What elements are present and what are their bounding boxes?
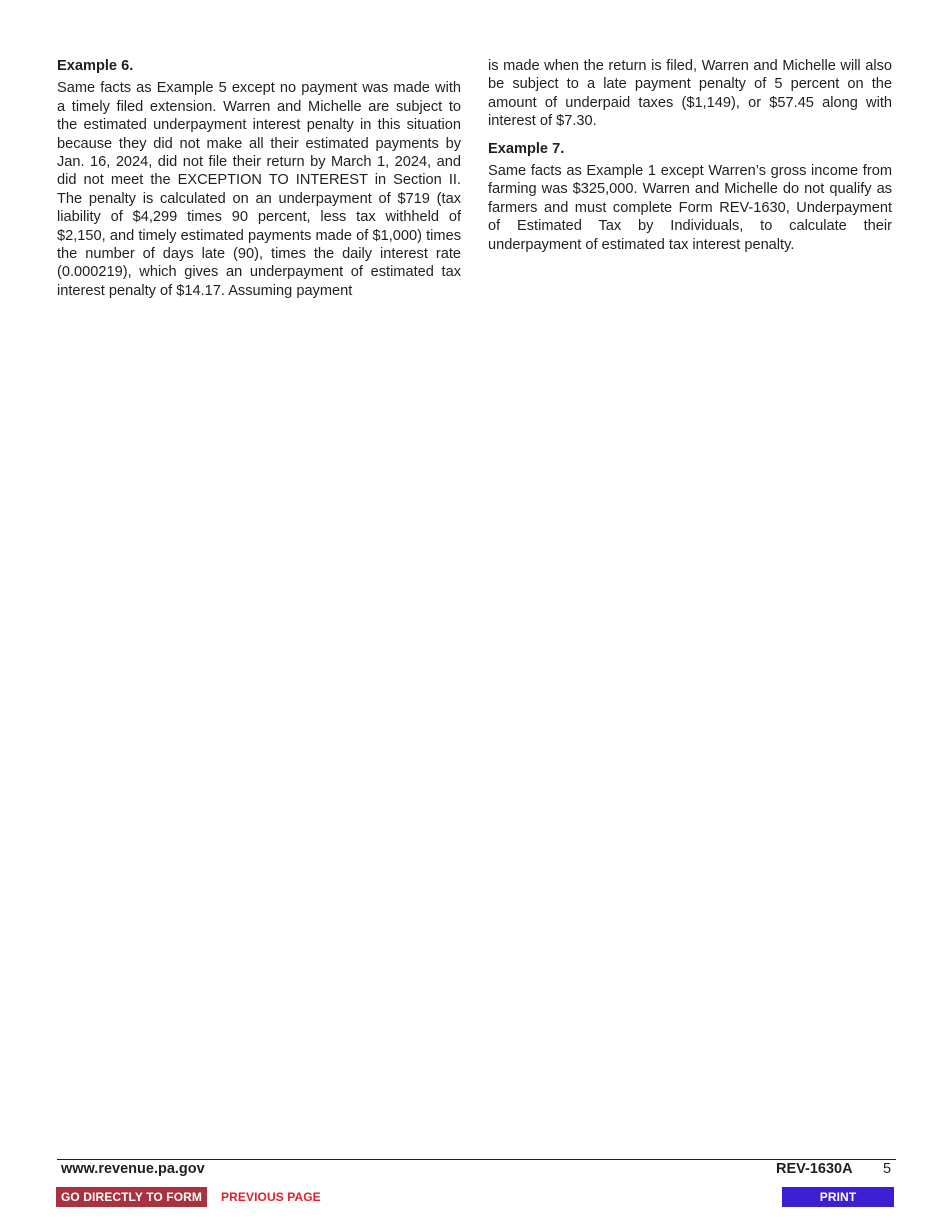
footer-form-number: REV-1630A: [776, 1161, 853, 1177]
footer-website: www.revenue.pa.gov: [61, 1161, 205, 1177]
example-7-heading: Example 7.: [488, 140, 565, 157]
right-column: [488, 57, 892, 260]
footer-page-number: 5: [883, 1161, 892, 1177]
example-6-heading: Example 6.: [57, 58, 134, 74]
previous-page-button[interactable]: PREVIOUS PAGE: [221, 1190, 321, 1204]
print-button[interactable]: PRINT: [782, 1187, 894, 1207]
example-6-continuation: is made when the return is filed, Warren and Michelle will also be subject to a late payment penalty of 5 percent on the amount of underpaid taxes ($1,149), or $57.45 along with interest of $7.30.: [488, 58, 892, 130]
footer-divider: [57, 1159, 896, 1160]
go-directly-to-form-button[interactable]: GO DIRECTLY TO FORM: [56, 1187, 207, 1207]
example-7-text: Same facts as Example 1 except Warren’s gross income from farming was $325,000. Warren and Michelle do not qualify as farmers and must complete Form REV-1630, Underpayment of Estimated Tax by Individuals, to calculate their underpayment of estimated tax interest penalty.: [488, 163, 892, 253]
left-column: [57, 57, 461, 306]
example-6-text: Same facts as Example 5 except no payment was made with a timely filed extension. Warren and Michelle are subject to the estimated underpayment interest penalty in this situation because they did not make all their estimated payments by Jan. 16, 2024, did not file their return by March 1, 2024, and did not meet the EXCEPTION TO INTEREST in Section II. The penalty is calculated on an underpayment of $719 (tax liability of $4,299 times 90 percent, less tax withheld of $2,150, and timely estimated payments made of $1,000) times the number of days late (90), times the daily interest rate (0.000219), which gives an underpayment of estimated tax interest penalty of $14.17. Assuming payment: [57, 80, 461, 299]
